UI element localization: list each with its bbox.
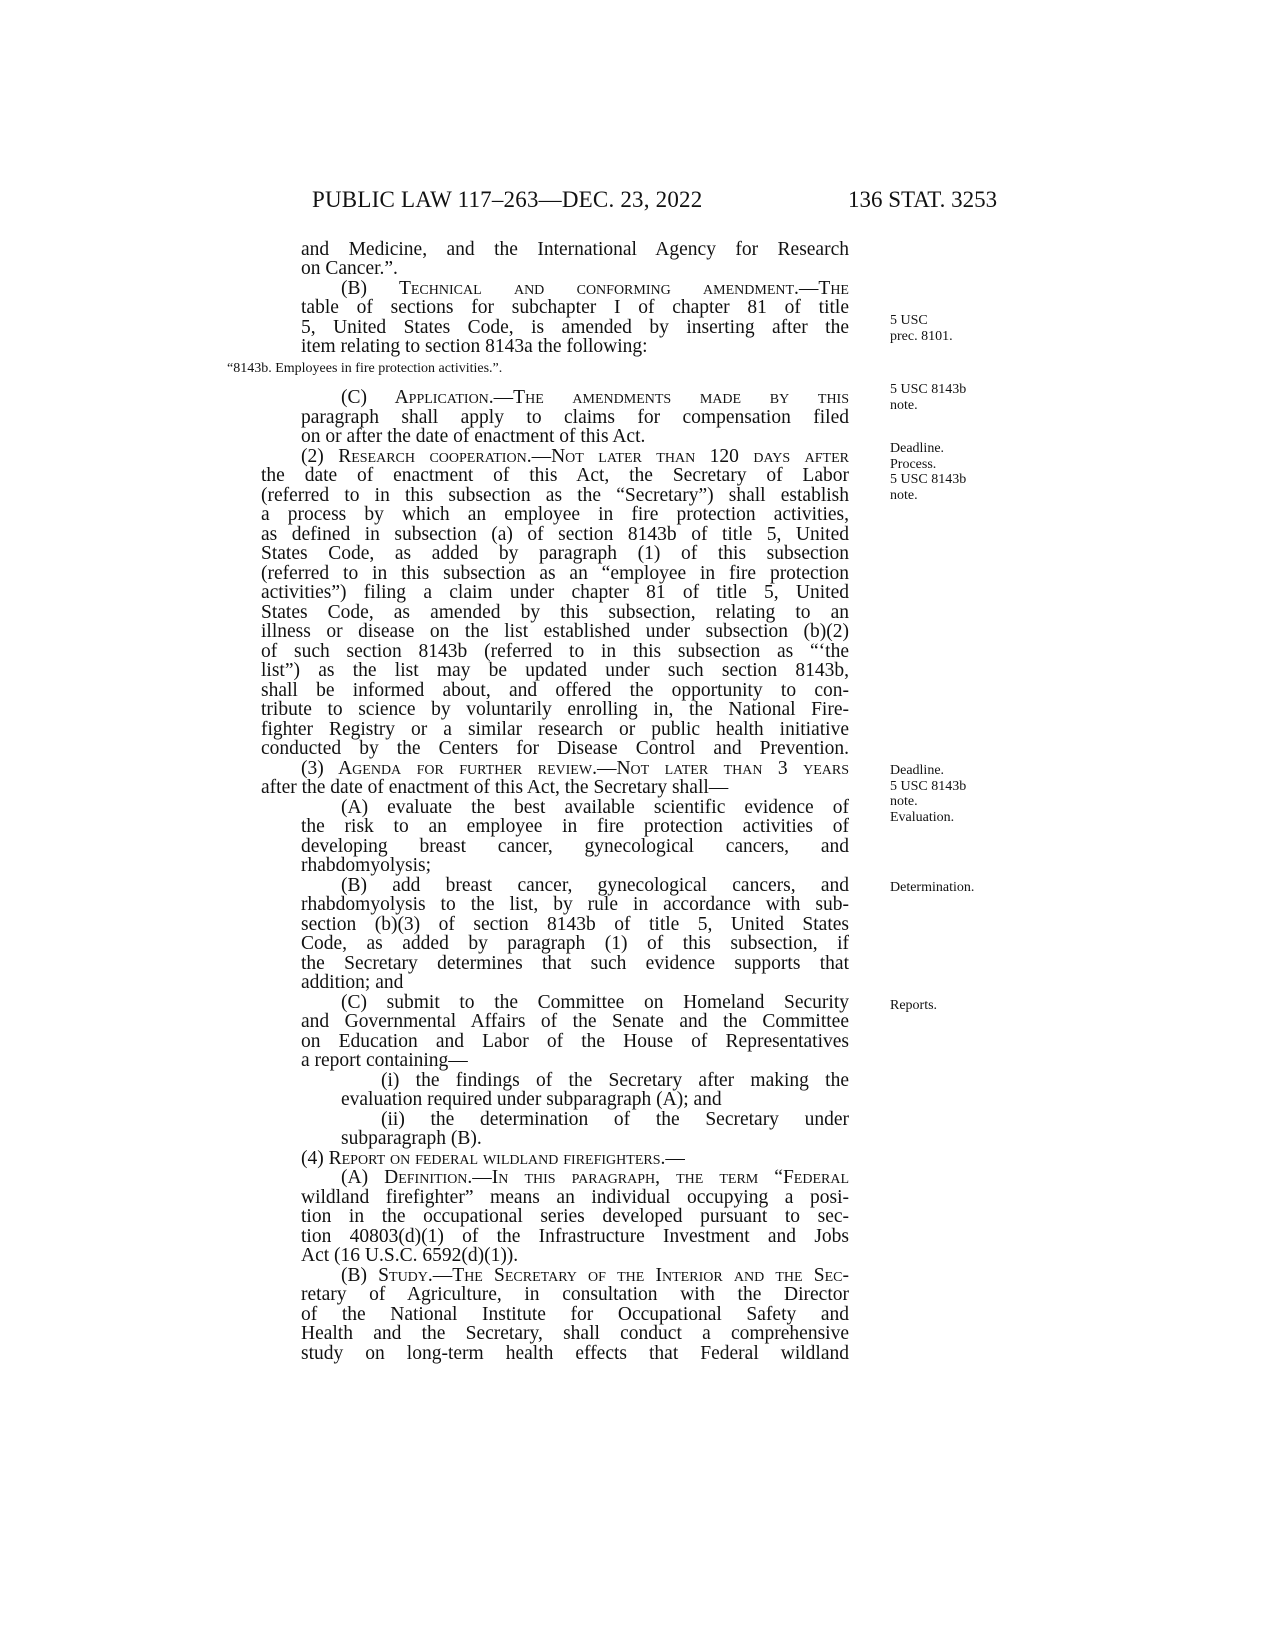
text-line: States Code, as added by paragraph (1) of this subsection [261,543,849,564]
text-line: (C) submit to the Committee on Homeland Security [341,992,849,1013]
text-line: (B) Study.—The Secretary of the Interior and the Sec- [341,1265,849,1286]
text-line: (2) Research cooperation.—Not later than 120 days after [301,446,849,467]
text-line: Code, as added by paragraph (1) of this subsection, if [301,933,849,954]
text-line: developing breast cancer, gynecological cancers, and [301,836,849,857]
text-line: tion in the occupational series developed pursuant to sec- [301,1206,849,1227]
margin-note-line: Reports. [890,998,938,1013]
margin-note-line: 5 USC [890,313,928,328]
margin-note [890,441,966,503]
margin-note-line: Deadline. [890,441,945,456]
text-line: and Governmental Affairs of the Senate and the Committee [301,1011,849,1032]
text-line: as defined in subsection (a) of section 8143b of title 5, United [261,524,849,545]
margin-note [890,880,974,896]
text-line: retary of Agriculture, in consultation with the Director [301,1284,849,1305]
text-line: a process by which an employee in fire protection activities, [261,504,849,525]
text-line: (A) Definition.—In this paragraph, the term “Federal [341,1167,849,1188]
text-line: activities”) filing a claim under chapter 81 of title 5, United [261,582,849,603]
margin-note-line: note. [890,794,918,809]
margin-note [890,313,953,344]
margin-note-line: Deadline. [890,763,945,778]
header-title: PUBLIC LAW 117–263—DEC. 23, 2022 [312,187,703,212]
margin-note-line: Process. [890,456,937,472]
text-line: wildland firefighter” means an individual occupying a posi- [301,1187,849,1208]
text-line: the risk to an employee in fire protection activities of [301,816,849,837]
margin-note-line: 5 USC 8143b [890,778,967,794]
margin-note-line: note. [890,487,918,503]
text-line: States Code, as amended by this subsection, relating to an [261,602,849,623]
text-line: shall be informed about, and offered the opportunity to con- [261,680,849,701]
text-line: paragraph shall apply to claims for compensation filed [301,407,849,428]
margin-note [890,763,966,825]
margin-note-line: Evaluation. [890,809,955,825]
margin-note [890,998,937,1014]
text-line: on or after the date of enactment of this Act. [301,426,646,447]
text-line: tion 40803(d)(1) of the Infrastructure Investment and Jobs [301,1226,849,1247]
text-line: (C) Application.—The amendments made by this [341,387,849,408]
text-line: (3) Agenda for further review.—Not later than 3 years [301,758,849,779]
text-line: study on long-term health effects that Federal wildland [301,1343,849,1364]
page-header [0,187,1275,217]
text-line: item relating to section 8143a the following: [301,336,648,357]
margin-note-line: 5 USC 8143b [890,472,967,487]
text-line: list”) as the list may be updated under such section 8143b, [261,660,849,681]
text-line: (i) the findings of the Secretary after making the [381,1070,849,1091]
text-line: Act (16 U.S.C. 6592(d)(1)). [301,1245,519,1266]
margin-note [890,382,966,413]
text-line: (B) Technical and conforming amendment.—The [341,278,849,299]
text-line: rhabdomyolysis; [301,855,431,876]
text-line: on Cancer.”. [301,258,398,279]
text-line: conducted by the Centers for Disease Control and Prevention. [261,738,849,759]
margin-note-line: note. [890,397,918,413]
text-line: on Education and Labor of the House of Representatives [301,1031,849,1052]
text-line: Health and the Secretary, shall conduct a comprehensive [301,1323,849,1344]
text-line: evaluation required under subparagraph (A); and [341,1089,722,1110]
text-line: (B) add breast cancer, gynecological cancers, and [341,875,849,896]
text-line: the Secretary determines that such evidence supports that [301,953,849,974]
text-line: (referred to in this subsection as the “Secretary”) shall establish [261,485,849,506]
text-line: subparagraph (B). [341,1128,482,1149]
text-line: (A) evaluate the best available scientific evidence of [341,797,849,818]
text-line: after the date of enactment of this Act, the Secretary shall— [261,777,729,798]
text-line: (ii) the determination of the Secretary under [381,1109,849,1130]
text-line: of such section 8143b (referred to in this subsection as “‘the [261,641,849,662]
text-line: fighter Registry or a similar research or public health initiative [261,719,849,740]
text-line: tribute to science by voluntarily enrolling in, the National Fire- [261,699,849,720]
margin-note-line: 5 USC 8143b [890,382,967,397]
text-line: and Medicine, and the International Agency for Research [301,239,849,260]
text-line: 5, United States Code, is amended by inserting after the [301,317,849,338]
text-line: section (b)(3) of section 8143b of title 5, United States [301,914,849,935]
text-line: (4) Report on federal wildland firefighters.— [301,1148,685,1169]
text-line: a report containing— [301,1050,468,1071]
text-line: rhabdomyolysis to the list, by rule in accordance with sub- [301,894,849,915]
text-line: the date of enactment of this Act, the Secretary of Labor [261,465,849,486]
margin-note-line: prec. 8101. [890,328,953,344]
header-stat-citation: 136 STAT. 3253 [848,187,998,212]
margin-note-line: Determination. [890,880,975,895]
section-reference-line: “8143b. Employees in fire protection activities.”. [227,361,503,376]
text-line: table of sections for subchapter I of chapter 81 of title [301,297,849,318]
text-line: illness or disease on the list established under subsection (b)(2) [261,621,849,642]
text-line: of the National Institute for Occupational Safety and [301,1304,849,1325]
text-line: addition; and [301,972,404,993]
text-line: (referred to in this subsection as an “employee in fire protection [261,563,849,584]
